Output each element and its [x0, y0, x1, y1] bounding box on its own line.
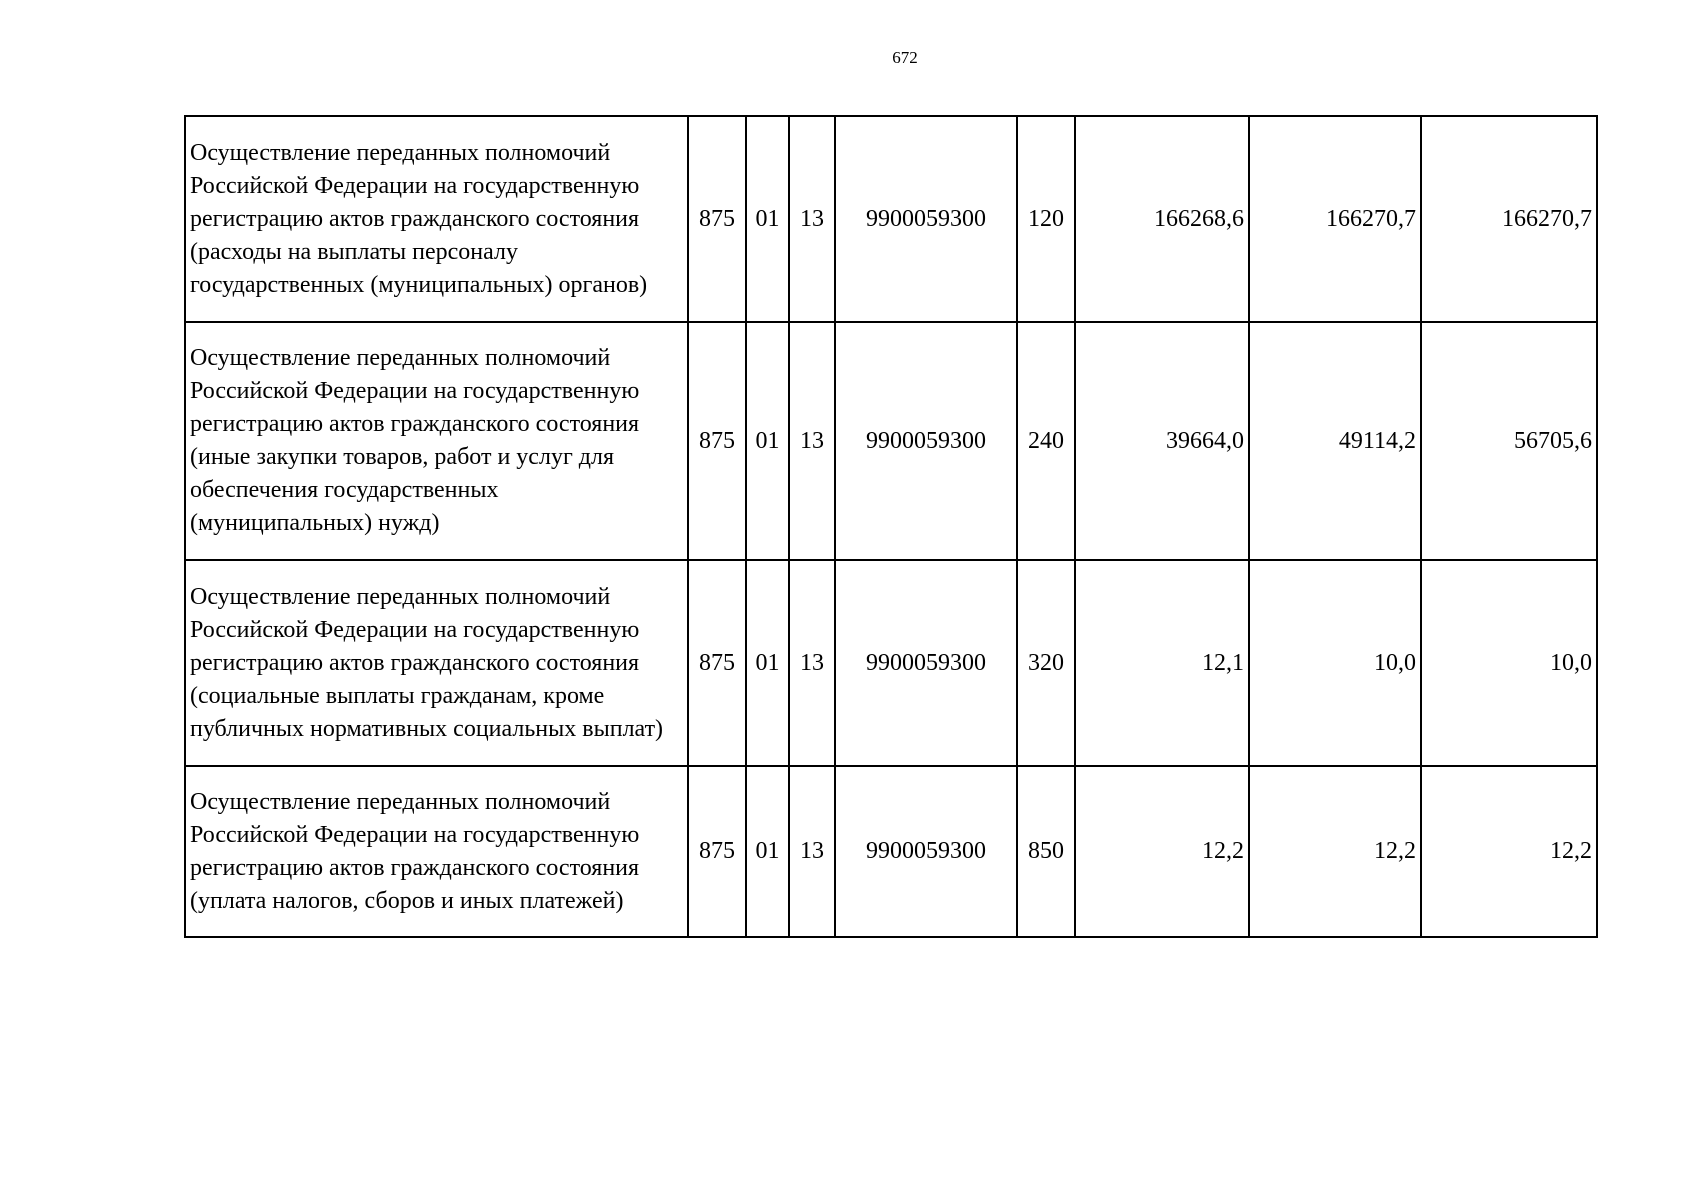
ministry-code: 875: [688, 766, 746, 937]
table-row: [185, 560, 1597, 766]
subsection-code: 13: [789, 322, 835, 560]
expense-type-code: 240: [1017, 322, 1075, 560]
row-description: Осуществление переданных полномочий Российской Федерации на государственную регистрацию актов гражданского состояния (социальные выплаты гражданам, кроме публичных нормативных социальных выплат): [185, 560, 688, 766]
target-article-code: 9900059300: [835, 560, 1017, 766]
ministry-code: 875: [688, 116, 746, 322]
section-code: 01: [746, 116, 789, 322]
amount-1: 166268,6: [1075, 116, 1249, 322]
amount-2: 49114,2: [1249, 322, 1421, 560]
target-article-code: 9900059300: [835, 116, 1017, 322]
section-code: 01: [746, 766, 789, 937]
subsection-code: 13: [789, 560, 835, 766]
budget-table: [184, 115, 1598, 938]
amount-3: 166270,7: [1421, 116, 1597, 322]
amount-2: 10,0: [1249, 560, 1421, 766]
table-row: [185, 322, 1597, 560]
ministry-code: 875: [688, 322, 746, 560]
expense-type-code: 850: [1017, 766, 1075, 937]
page-number: 672: [892, 48, 918, 67]
amount-1: 12,2: [1075, 766, 1249, 937]
section-code: 01: [746, 322, 789, 560]
expense-type-code: 320: [1017, 560, 1075, 766]
ministry-code: 875: [688, 560, 746, 766]
subsection-code: 13: [789, 766, 835, 937]
amount-1: 39664,0: [1075, 322, 1249, 560]
amount-2: 12,2: [1249, 766, 1421, 937]
amount-1: 12,1: [1075, 560, 1249, 766]
amount-3: 56705,6: [1421, 322, 1597, 560]
amount-3: 12,2: [1421, 766, 1597, 937]
table-row: [185, 766, 1597, 937]
target-article-code: 9900059300: [835, 322, 1017, 560]
subsection-code: 13: [789, 116, 835, 322]
table-row: [185, 116, 1597, 322]
row-description: Осуществление переданных полномочий Российской Федерации на государственную регистрацию актов гражданского состояния (уплата налогов, сборов и иных платежей): [185, 766, 688, 937]
row-description: Осуществление переданных полномочий Российской Федерации на государственную регистрацию актов гражданского состояния (иные закупки товаров, работ и услуг для обеспечения государственных (муниципальных) нужд): [185, 322, 688, 560]
amount-2: 166270,7: [1249, 116, 1421, 322]
section-code: 01: [746, 560, 789, 766]
row-description: Осуществление переданных полномочий Российской Федерации на государственную регистрацию актов гражданского состояния (расходы на выплаты персоналу государственных (муниципальных) органов): [185, 116, 688, 322]
amount-3: 10,0: [1421, 560, 1597, 766]
expense-type-code: 120: [1017, 116, 1075, 322]
target-article-code: 9900059300: [835, 766, 1017, 937]
